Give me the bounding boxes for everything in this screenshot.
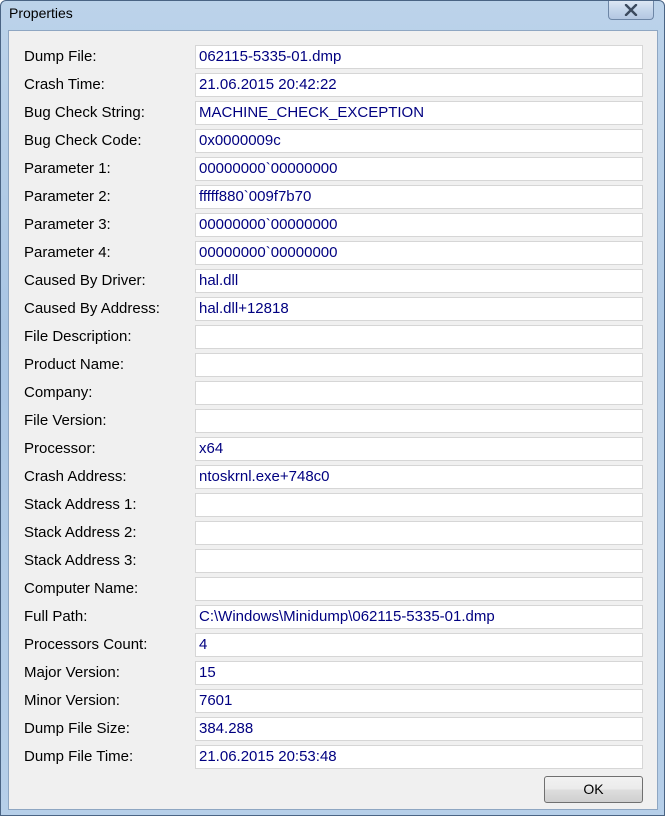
property-value-field[interactable]: hal.dll bbox=[195, 269, 643, 293]
property-label: Processors Count: bbox=[24, 636, 148, 653]
property-label: File Version: bbox=[24, 412, 107, 429]
property-label: Stack Address 2: bbox=[24, 524, 137, 541]
property-value-field[interactable]: 4 bbox=[195, 633, 643, 657]
property-value-field[interactable]: 15 bbox=[195, 661, 643, 685]
property-row bbox=[9, 157, 659, 181]
property-row bbox=[9, 381, 659, 405]
property-row bbox=[9, 521, 659, 545]
property-label: Company: bbox=[24, 384, 93, 401]
property-label: Dump File Time: bbox=[24, 748, 134, 765]
property-value-field[interactable]: 384.288 bbox=[195, 717, 643, 741]
property-label: Dump File Size: bbox=[24, 720, 130, 737]
property-value-field[interactable]: C:\Windows\Minidump\062115-5335-01.dmp bbox=[195, 605, 643, 629]
property-row bbox=[9, 493, 659, 517]
property-label: Minor Version: bbox=[24, 692, 120, 709]
property-label: Parameter 1: bbox=[24, 160, 111, 177]
property-label: Caused By Driver: bbox=[24, 272, 146, 289]
property-value-field[interactable] bbox=[195, 493, 643, 517]
property-label: Stack Address 3: bbox=[24, 552, 137, 569]
property-value-field[interactable]: 00000000`00000000 bbox=[195, 213, 643, 237]
property-label: Major Version: bbox=[24, 664, 120, 681]
property-value-field[interactable]: x64 bbox=[195, 437, 643, 461]
property-value-field[interactable] bbox=[195, 381, 643, 405]
property-label: Parameter 4: bbox=[24, 244, 111, 261]
property-row bbox=[9, 101, 659, 125]
property-value-field[interactable]: ntoskrnl.exe+748c0 bbox=[195, 465, 643, 489]
property-row bbox=[9, 45, 659, 69]
property-row bbox=[9, 241, 659, 265]
property-value-field[interactable]: fffff880`009f7b70 bbox=[195, 185, 643, 209]
property-value-field[interactable]: hal.dll+12818 bbox=[195, 297, 643, 321]
close-icon bbox=[624, 4, 638, 16]
property-row bbox=[9, 185, 659, 209]
window-title: Properties bbox=[9, 5, 73, 21]
property-row bbox=[9, 661, 659, 685]
property-label: Dump File: bbox=[24, 48, 97, 65]
property-label: Caused By Address: bbox=[24, 300, 160, 317]
property-value-field[interactable]: 7601 bbox=[195, 689, 643, 713]
property-label: File Description: bbox=[24, 328, 132, 345]
property-row bbox=[9, 325, 659, 349]
property-value-field[interactable] bbox=[195, 325, 643, 349]
property-row bbox=[9, 549, 659, 573]
ok-button[interactable]: OK bbox=[544, 776, 643, 803]
property-value-field[interactable]: 00000000`00000000 bbox=[195, 241, 643, 265]
property-row bbox=[9, 269, 659, 293]
property-value-field[interactable] bbox=[195, 577, 643, 601]
property-row bbox=[9, 633, 659, 657]
property-row bbox=[9, 353, 659, 377]
property-row bbox=[9, 689, 659, 713]
property-label: Crash Address: bbox=[24, 468, 127, 485]
property-value-field[interactable]: MACHINE_CHECK_EXCEPTION bbox=[195, 101, 643, 125]
property-row bbox=[9, 129, 659, 153]
property-label: Parameter 2: bbox=[24, 188, 111, 205]
property-value-field[interactable]: 062115-5335-01.dmp bbox=[195, 45, 643, 69]
property-value-field[interactable]: 21.06.2015 20:53:48 bbox=[195, 745, 643, 769]
property-value-field[interactable] bbox=[195, 353, 643, 377]
property-row bbox=[9, 409, 659, 433]
property-row bbox=[9, 297, 659, 321]
property-label: Full Path: bbox=[24, 608, 88, 625]
property-label: Bug Check Code: bbox=[24, 132, 142, 149]
property-label: Crash Time: bbox=[24, 76, 105, 93]
property-label: Processor: bbox=[24, 440, 96, 457]
title-bar[interactable] bbox=[1, 1, 664, 29]
property-value-field[interactable] bbox=[195, 409, 643, 433]
property-label: Bug Check String: bbox=[24, 104, 145, 121]
property-row bbox=[9, 717, 659, 741]
property-row bbox=[9, 437, 659, 461]
property-row bbox=[9, 465, 659, 489]
property-row bbox=[9, 213, 659, 237]
property-row bbox=[9, 577, 659, 601]
property-value-field[interactable]: 0x0000009c bbox=[195, 129, 643, 153]
property-label: Parameter 3: bbox=[24, 216, 111, 233]
property-label: Computer Name: bbox=[24, 580, 139, 597]
property-row bbox=[9, 73, 659, 97]
property-row bbox=[9, 745, 659, 769]
property-value-field[interactable]: 00000000`00000000 bbox=[195, 157, 643, 181]
property-row bbox=[9, 605, 659, 629]
close-button[interactable] bbox=[608, 1, 654, 20]
property-value-field[interactable] bbox=[195, 549, 643, 573]
property-label: Stack Address 1: bbox=[24, 496, 137, 513]
properties-panel bbox=[8, 30, 658, 810]
property-value-field[interactable]: 21.06.2015 20:42:22 bbox=[195, 73, 643, 97]
property-label: Product Name: bbox=[24, 356, 125, 373]
property-value-field[interactable] bbox=[195, 521, 643, 545]
